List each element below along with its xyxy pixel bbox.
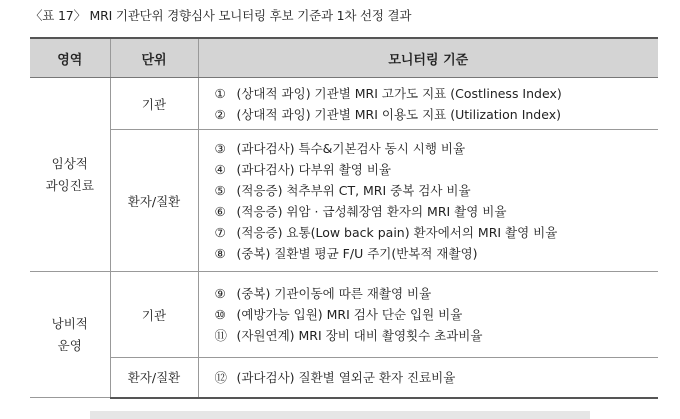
- table-row: [30, 130, 658, 272]
- criteria-number: ⑥: [214, 203, 226, 219]
- criteria-item: [215, 283, 659, 304]
- criteria-item: [215, 367, 659, 388]
- criteria-item: [215, 180, 659, 201]
- area-label-line: 과잉진료: [45, 177, 94, 193]
- criteria-cell: [198, 358, 658, 398]
- area-label-line: 임상적: [51, 155, 88, 171]
- criteria-cell: [198, 130, 658, 272]
- criteria-item: [215, 222, 659, 243]
- criteria-text: (중복) 질환별 평균 F/U 주기(반복적 재촬영): [236, 245, 478, 261]
- criteria-cell: [198, 272, 658, 358]
- criteria-text: (적응증) 위암 · 급성췌장염 환자의 MRI 촬영 비율: [236, 203, 507, 219]
- criteria-item: [215, 138, 659, 159]
- criteria-number: ⑩: [214, 307, 226, 322]
- header-criteria: 모니터링 기준: [198, 38, 658, 78]
- criteria-number: ⑫: [214, 369, 228, 385]
- criteria-number: ①: [214, 85, 226, 101]
- criteria-number: ④: [214, 161, 226, 177]
- monitoring-criteria-table: [30, 37, 658, 399]
- criteria-item: [215, 159, 659, 180]
- unit-cell: 기관: [110, 78, 198, 130]
- area-label-line: 낭비적: [51, 315, 88, 331]
- criteria-text: (적응증) 척추부위 CT, MRI 중복 검사 비율: [236, 182, 471, 198]
- criteria-text: (예방가능 입원) MRI 검사 단순 입원 비율: [236, 307, 463, 322]
- criteria-number: ③: [214, 140, 226, 156]
- criteria-cell: [198, 78, 658, 130]
- unit-cell: 기관: [110, 272, 198, 358]
- criteria-number: ⑦: [214, 224, 226, 240]
- header-area: 영역: [30, 38, 110, 78]
- criteria-text: (과다검사) 다부위 촬영 비율: [236, 161, 391, 177]
- area-cell-clinical: [30, 78, 110, 272]
- area-cell-wasteful: [30, 272, 110, 398]
- criteria-text: (중복) 기관이동에 따른 재촬영 비율: [236, 286, 432, 301]
- header-unit: 단위: [110, 38, 198, 78]
- criteria-number: ⑨: [214, 286, 226, 301]
- page-footer-strip: [90, 411, 590, 419]
- table-header-row: [30, 38, 658, 78]
- criteria-number: ②: [214, 106, 226, 122]
- unit-cell: 환자/질환: [110, 358, 198, 398]
- criteria-item: [215, 325, 659, 346]
- criteria-text: (과다검사) 질환별 열외군 환자 진료비율: [236, 369, 456, 385]
- criteria-text: (상대적 과잉) 기관별 MRI 이용도 지표 (Utilization Index): [236, 106, 561, 122]
- criteria-text: (적응증) 요통(Low back pain) 환자에서의 MRI 촬영 비율: [236, 224, 558, 240]
- table-caption: 〈표 17〉 MRI 기관단위 경향심사 모니터링 후보 기준과 1차 선정 결과: [30, 8, 412, 23]
- table-row: [30, 272, 658, 358]
- criteria-number: ⑤: [214, 182, 226, 198]
- criteria-text: (과다검사) 특수&기본검사 동시 시행 비율: [236, 140, 466, 156]
- criteria-item: [215, 201, 659, 222]
- area-label-line: 운영: [57, 337, 82, 353]
- criteria-number: ⑪: [214, 328, 228, 343]
- criteria-number: ⑧: [214, 245, 226, 261]
- criteria-text: (자원연계) MRI 장비 대비 촬영횟수 초과비율: [236, 328, 483, 343]
- criteria-item: [215, 243, 659, 264]
- table-row: [30, 358, 658, 398]
- criteria-item: [215, 104, 659, 125]
- table-row: [30, 78, 658, 130]
- criteria-text: (상대적 과잉) 기관별 MRI 고가도 지표 (Costliness Index): [236, 85, 562, 101]
- criteria-item: [215, 83, 659, 104]
- unit-cell: 환자/질환: [110, 130, 198, 272]
- criteria-item: [215, 304, 659, 325]
